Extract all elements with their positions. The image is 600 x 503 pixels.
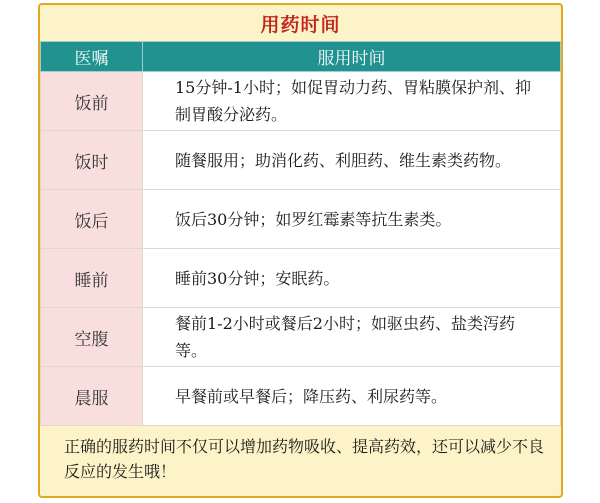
footer-text: 正确的服药时间不仅可以增加药物吸收、提高药效，还可以减少不良反应的发生哦！ bbox=[64, 437, 545, 481]
table-row bbox=[41, 249, 561, 308]
table-row bbox=[41, 190, 561, 249]
header-advice: 医嘱 bbox=[41, 42, 143, 72]
header-timing: 服用时间 bbox=[143, 42, 561, 72]
table-row bbox=[41, 308, 561, 367]
row-label: 饭后 bbox=[41, 190, 143, 249]
footer-note bbox=[40, 426, 561, 492]
row-label: 睡前 bbox=[41, 249, 143, 308]
row-label: 饭时 bbox=[41, 131, 143, 190]
row-text: 随餐服用；助消化药、利胆药、维生素类药物。 bbox=[143, 131, 561, 190]
table-row bbox=[41, 367, 561, 426]
medication-timing-card bbox=[38, 3, 563, 498]
row-text: 15分钟-1小时；如促胃动力药、胃粘膜保护剂、抑制胃酸分泌药。 bbox=[143, 72, 561, 131]
table-row bbox=[41, 72, 561, 131]
card-title: 用药时间 bbox=[260, 13, 341, 36]
timing-table bbox=[40, 41, 561, 426]
row-text: 睡前30分钟；安眠药。 bbox=[143, 249, 561, 308]
row-label: 晨服 bbox=[41, 367, 143, 426]
row-label: 空腹 bbox=[41, 308, 143, 367]
row-text: 早餐前或早餐后；降压药、利尿药等。 bbox=[143, 367, 561, 426]
row-text: 餐前1-2小时或餐后2小时；如驱虫药、盐类泻药等。 bbox=[143, 308, 561, 367]
row-label: 饭前 bbox=[41, 72, 143, 131]
table-row bbox=[41, 131, 561, 190]
table-header-row bbox=[41, 42, 561, 72]
row-text: 饭后30分钟；如罗红霉素等抗生素类。 bbox=[143, 190, 561, 249]
